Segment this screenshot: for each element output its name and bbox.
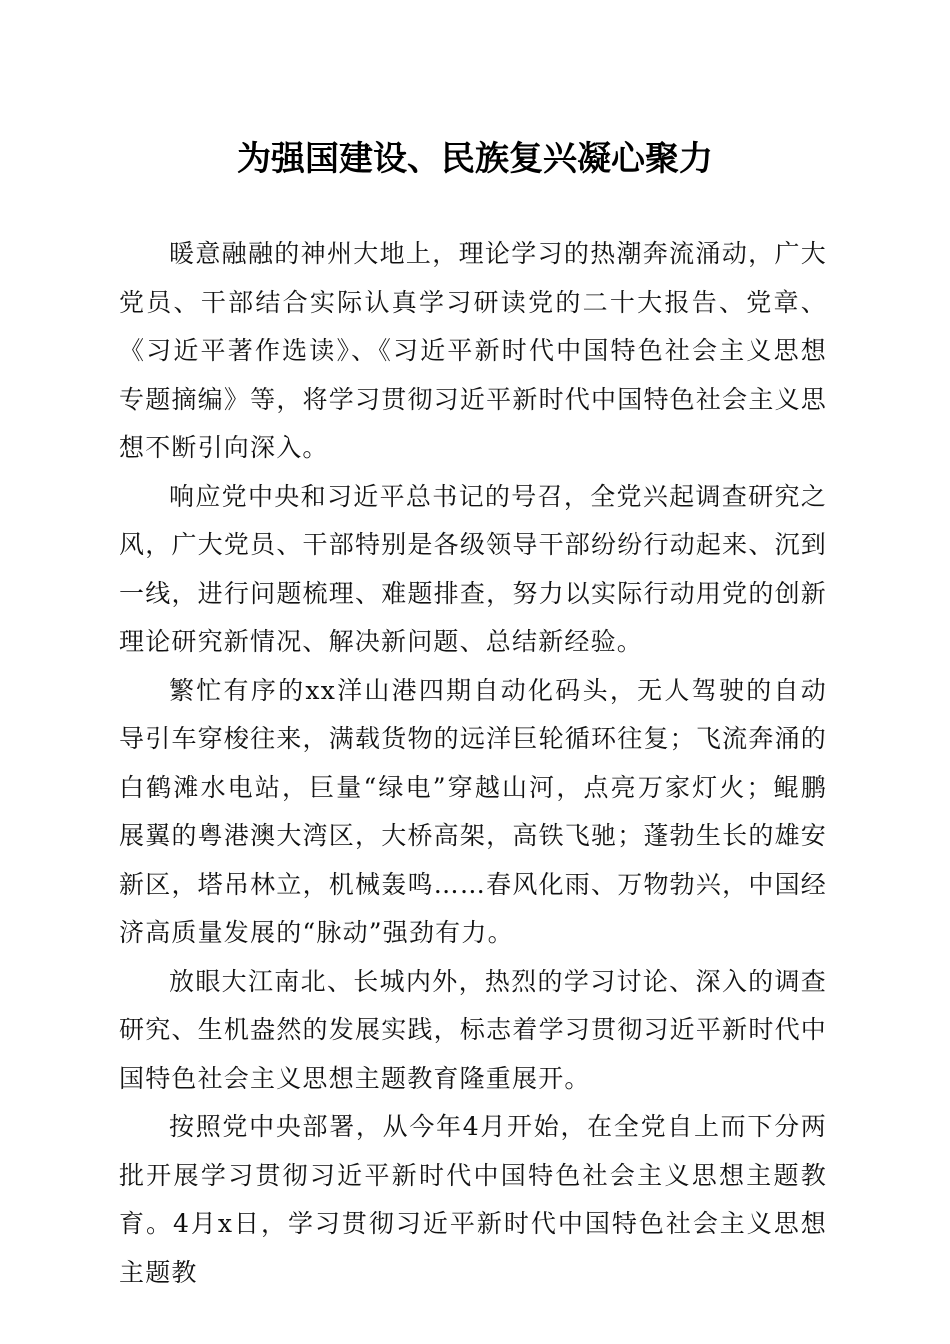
paragraph: 按照党中央部署，从今年4月开始，在全党自上而下分两批开展学习贯彻习近平新时代中国特色社会主义思想主题教育。4月x日，学习贯彻习近平新时代中国特色社会主义思想主题教: [119, 1112, 827, 1287]
paragraph: 响应党中央和习近平总书记的号召，全党兴起调查研究之风，广大党员、干部特别是各级领导干部纷纷行动起来、沉到一线，进行问题梳理、难题排查，努力以实际行动用党的创新理论研究新情况、解决新问题、总结新经验。: [119, 481, 827, 656]
paragraph: 暖意融融的神州大地上，理论学习的热潮奔流涌动，广大党员、干部结合实际认真学习研读党的二十大报告、党章、《习近平著作选读》、《习近平新时代中国特色社会主义思想专题摘编》等，将学习贯彻习近平新时代中国特色社会主义思想不断引向深入。: [119, 239, 827, 462]
document-body: [119, 230, 827, 1297]
paragraph: 放眼大江南北、长城内外，热烈的学习讨论、深入的调查研究、生机盎然的发展实践，标志着学习贯彻习近平新时代中国特色社会主义思想主题教育隆重展开。: [119, 966, 827, 1093]
document-title: 为强国建设、民族复兴凝心聚力: [237, 139, 713, 179]
paragraph: 繁忙有序的xx洋山港四期自动化码头，无人驾驶的自动导引车穿梭往来，满载货物的远洋巨轮循环往复；飞流奔涌的白鹤滩水电站，巨量“绿电”穿越山河，点亮万家灯火；鲲鹏展翼的粤港澳大湾区，大桥高架，高铁飞驰；蓬勃生长的雄安新区，塔吊林立，机械轰鸣……春风化雨、万物勃兴，中国经济高质量发展的“脉动”强劲有力。: [119, 675, 827, 947]
